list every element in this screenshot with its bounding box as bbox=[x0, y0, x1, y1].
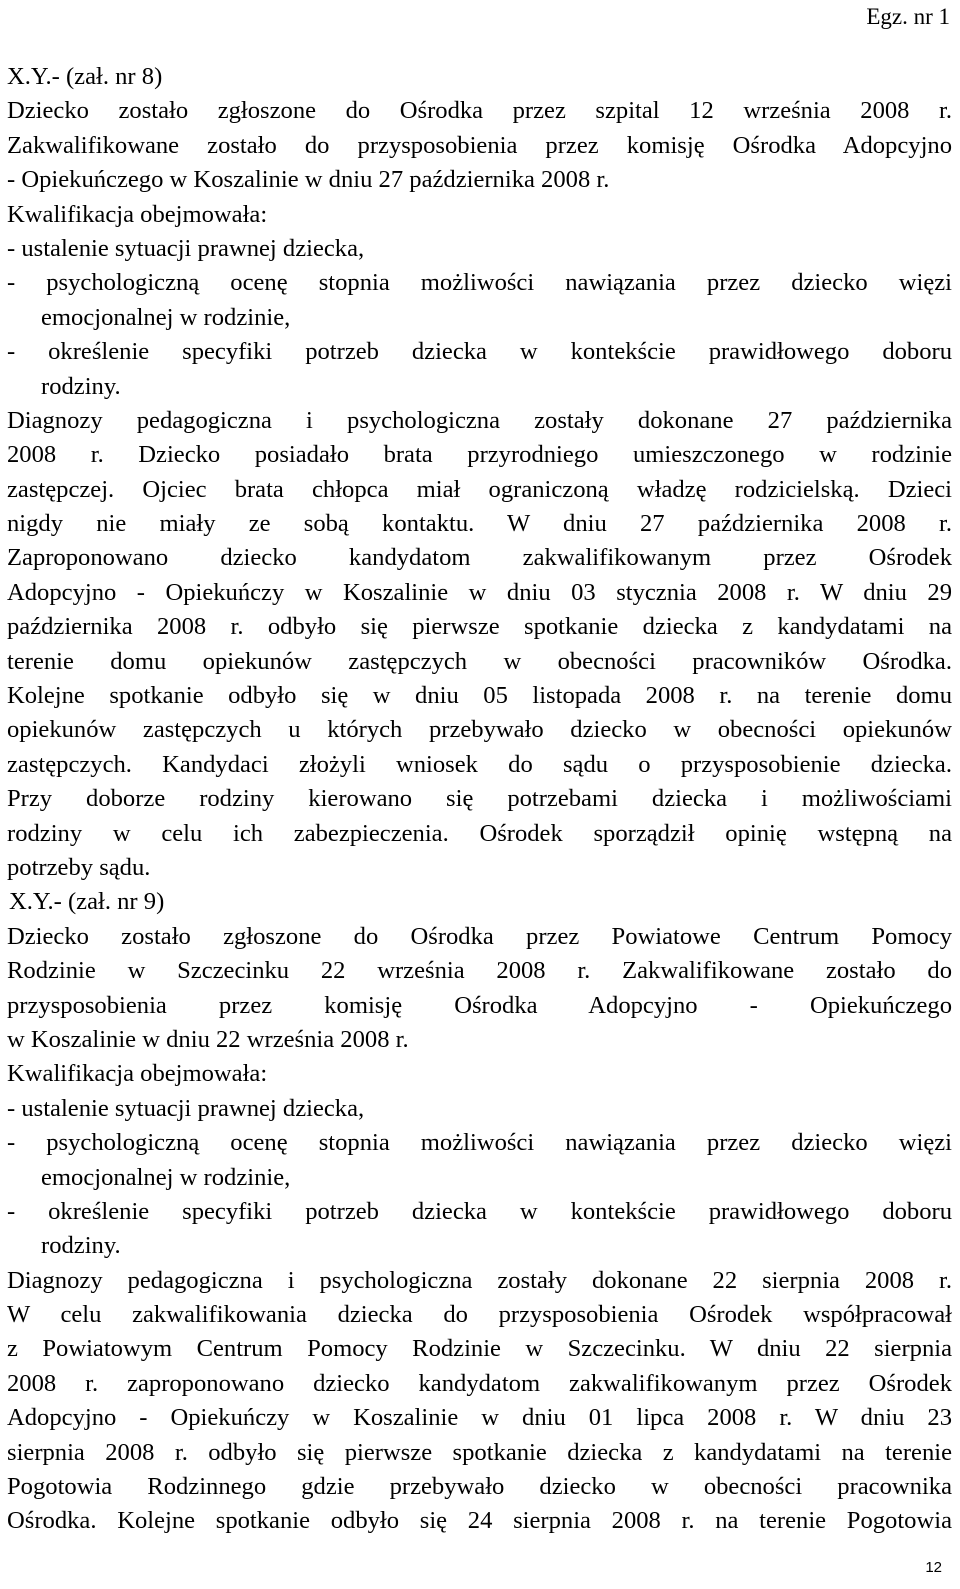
text-line: W celu zakwalifikowania dziecka do przysposobienia Ośrodek współpracował bbox=[7, 1301, 952, 1329]
text-line: w Koszalinie w dniu 22 września 2008 r. bbox=[7, 1025, 409, 1053]
text-line: zastępczej. Ojciec brata chłopca miał ograniczoną władzę rodzicielską. Dzieci bbox=[7, 475, 952, 503]
text-line: października 2008 r. odbyło się pierwsze spotkanie dziecka z kandydatami na bbox=[7, 613, 952, 641]
text-line: przysposobienia przez komisję Ośrodka Adopcyjno - Opiekuńczego bbox=[7, 991, 952, 1019]
text-line: rodziny. bbox=[41, 372, 121, 400]
text-line: Kwalifikacja obejmowała: bbox=[7, 1060, 268, 1088]
text-line: - ustalenie sytuacji prawnej dziecka, bbox=[7, 1094, 365, 1122]
text-line: - psychologiczną ocenę stopnia możliwości nawiązania przez dziecko więzi bbox=[7, 269, 952, 297]
text-line: potrzeby sądu. bbox=[7, 853, 151, 881]
text-line: Dziecko zostało zgłoszone do Ośrodka przez szpital 12 września 2008 r. bbox=[7, 97, 952, 125]
text-line: z Powiatowym Centrum Pomocy Rodzinie w Szczecinku. W dniu 22 sierpnia bbox=[7, 1335, 952, 1363]
document-body bbox=[7, 60, 952, 1539]
text-line: X.Y.- (zał. nr 8) bbox=[7, 63, 163, 90]
text-line: - Opiekuńczego w Koszalinie w dniu 27 października 2008 r. bbox=[7, 166, 610, 194]
text-line: Adopcyjno - Opiekuńczy w Koszalinie w dniu 01 lipca 2008 r. W dniu 23 bbox=[7, 1404, 952, 1432]
text-line: Adopcyjno - Opiekuńczy w Koszalinie w dniu 03 stycznia 2008 r. W dniu 29 bbox=[7, 578, 952, 606]
text-line: 2008 r. Dziecko posiadało brata przyrodniego umieszczonego w rodzinie bbox=[7, 441, 952, 469]
text-line: 2008 r. zaproponowano dziecko kandydatom zakwalifikowanym przez Ośrodek bbox=[7, 1369, 952, 1397]
text-line: Zakwalifikowane zostało do przysposobienia przez komisję Ośrodka Adopcyjno bbox=[7, 131, 952, 159]
text-line: Zaproponowano dziecko kandydatom zakwalifikowanym przez Ośrodek bbox=[7, 544, 952, 572]
text-line: Diagnozy pedagogiczna i psychologiczna zostały dokonane 27 października bbox=[7, 406, 952, 434]
text-line: - określenie specyfiki potrzeb dziecka w kontekście prawidłowego doboru bbox=[7, 1197, 952, 1225]
text-line: opiekunów zastępczych u których przebywało dziecko w obecności opiekunów bbox=[7, 716, 952, 744]
text-line: terenie domu opiekunów zastępczych w obecności pracowników Ośrodka. bbox=[7, 647, 952, 675]
text-line: zastępczych. Kandydaci złożyli wniosek do sądu o przysposobienie dziecka. bbox=[7, 750, 952, 778]
text-line: Kwalifikacja obejmowała: bbox=[7, 200, 268, 228]
text-line: rodziny w celu ich zabezpieczenia. Ośrodek sporządził opinię wstępną na bbox=[7, 819, 952, 847]
text-line: - psychologiczną ocenę stopnia możliwości nawiązania przez dziecko więzi bbox=[7, 1129, 952, 1157]
text-line: emocjonalnej w rodzinie, bbox=[41, 303, 291, 331]
text-line: Dziecko zostało zgłoszone do Ośrodka przez Powiatowe Centrum Pomocy bbox=[7, 922, 952, 950]
text-line: emocjonalnej w rodzinie, bbox=[41, 1163, 291, 1191]
text-line: nigdy nie miały ze sobą kontaktu. W dniu 27 października 2008 r. bbox=[7, 510, 952, 538]
text-line: - określenie specyfiki potrzeb dziecka w kontekście prawidłowego doboru bbox=[7, 338, 952, 366]
text-line: Diagnozy pedagogiczna i psychologiczna zostały dokonane 22 sierpnia 2008 r. bbox=[7, 1266, 952, 1294]
text-line: rodziny. bbox=[41, 1232, 121, 1260]
text-line: sierpnia 2008 r. odbyło się pierwsze spotkanie dziecka z kandydatami na terenie bbox=[7, 1438, 952, 1466]
page-marker: Egz. nr 1 bbox=[866, 4, 950, 29]
text-line: Rodzinie w Szczecinku 22 września 2008 r. Zakwalifikowane zostało do bbox=[7, 957, 952, 985]
text-line: Przy doborze rodziny kierowano się potrzebami dziecka i możliwościami bbox=[7, 785, 952, 813]
text-line: Pogotowia Rodzinnego gdzie przebywało dziecko w obecności pracownika bbox=[7, 1473, 952, 1501]
text-line: Kolejne spotkanie odbyło się w dniu 05 listopada 2008 r. na terenie domu bbox=[7, 682, 952, 710]
text-line: X.Y.- (zał. nr 9) bbox=[9, 888, 165, 916]
text-line: Ośrodka. Kolejne spotkanie odbyło się 24 sierpnia 2008 r. na terenie Pogotowia bbox=[7, 1507, 952, 1535]
text-line: - ustalenie sytuacji prawnej dziecka, bbox=[7, 234, 365, 262]
page-number: 12 bbox=[925, 1559, 942, 1576]
